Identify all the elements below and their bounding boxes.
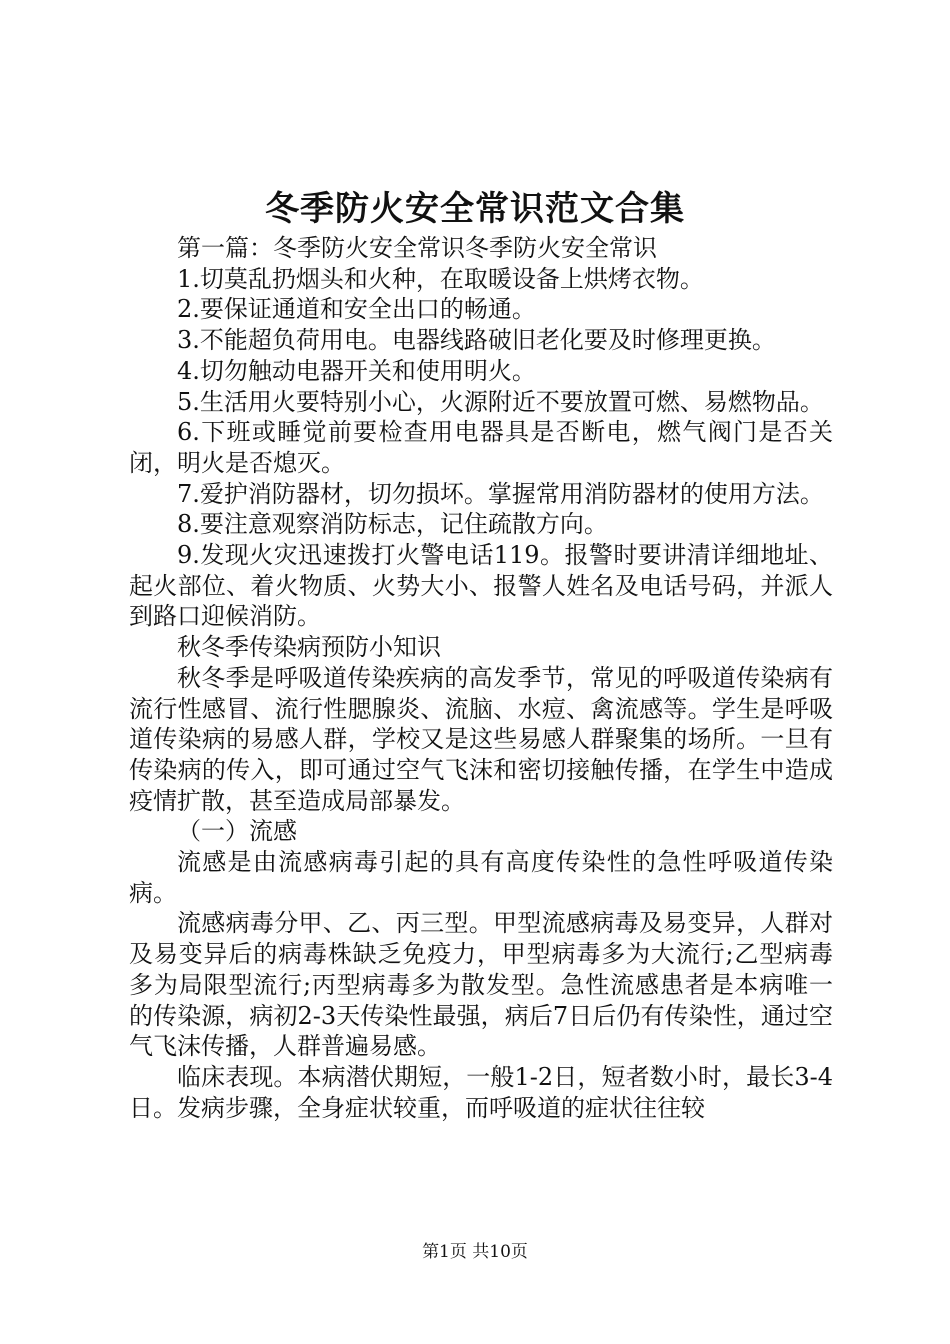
document-title: 冬季防火安全常识范文合集 [265,189,685,229]
paragraph-5: 4.切勿触动电器开关和使用明火。 [177,356,536,385]
paragraph-1: 第一篇：冬季防火安全常识冬季防火安全常识 [177,234,657,262]
paragraph-4: 3.不能超负荷用电。电器线路破旧老化要及时修理更换。 [177,326,776,355]
document-body [129,233,833,1123]
paragraph-8: 7.爱护消防器材，切勿损坏。掌握常用消防器材的使用方法。 [177,479,824,508]
paragraph-2: 1.切莫乱扔烟头和火种，在取暖设备上烘烤衣物。 [177,264,704,293]
paragraph-16: 临床表现。本病潜伏期短，一般1-2日，短者数小时，最长3-4日。发病步骤，全身症状较重，而呼吸道的症状往往较 [129,1062,833,1122]
page-footer: 第1页 共10页 [422,1242,528,1262]
paragraph-6: 5.生活用火要特别小心，火源附近不要放置可燃、易燃物品。 [177,387,824,416]
paragraph-7: 6.下班或睡觉前要检查用电器具是否断电，燃气阀门是否关闭，明火是否熄灭。 [129,418,833,477]
paragraph-14: 流感是由流感病毒引起的具有高度传染性的急性呼吸道传染病。 [129,848,833,907]
section-heading-infectious-diseases: 秋冬季传染病预防小知识 [177,633,441,662]
paragraph-12: 秋冬季是呼吸道传染疾病的高发季节，常见的呼吸道传染病有流行性感冒、流行性腮腺炎、流脑、水痘、禽流感等。学生是呼吸道传染病的易感人群，学校又是这些易感人群聚集的场所。一旦有传染病的传入，即可通过空气飞沫和密切接触传播，在学生中造成疫情扩散，甚至造成局部暴发。 [129,663,833,815]
paragraph-3: 2.要保证通道和安全出口的畅通。 [177,295,536,324]
paragraph-10: 9.发现火灾迅速拨打火警电话119。报警时要讲清详细地址、起火部位、着火物质、火势大小、报警人姓名及电话号码，并派人到路口迎候消防。 [129,541,833,631]
paragraph-15: 流感病毒分甲、乙、丙三型。甲型流感病毒及易变异，人群对及易变异后的病毒株缺乏免疫力，甲型病毒多为大流行;乙型病毒多为局限型流行;丙型病毒多为散发型。急性流感患者是本病唯一的传染源，病初2-3天传染性最强，病后7日后仍有传染性，通过空气飞沫传播，人群普遍易感。 [129,909,833,1061]
paragraph-9: 8.要注意观察消防标志，记住疏散方向。 [177,510,608,539]
subsection-heading-influenza: （一）流感 [177,817,297,846]
